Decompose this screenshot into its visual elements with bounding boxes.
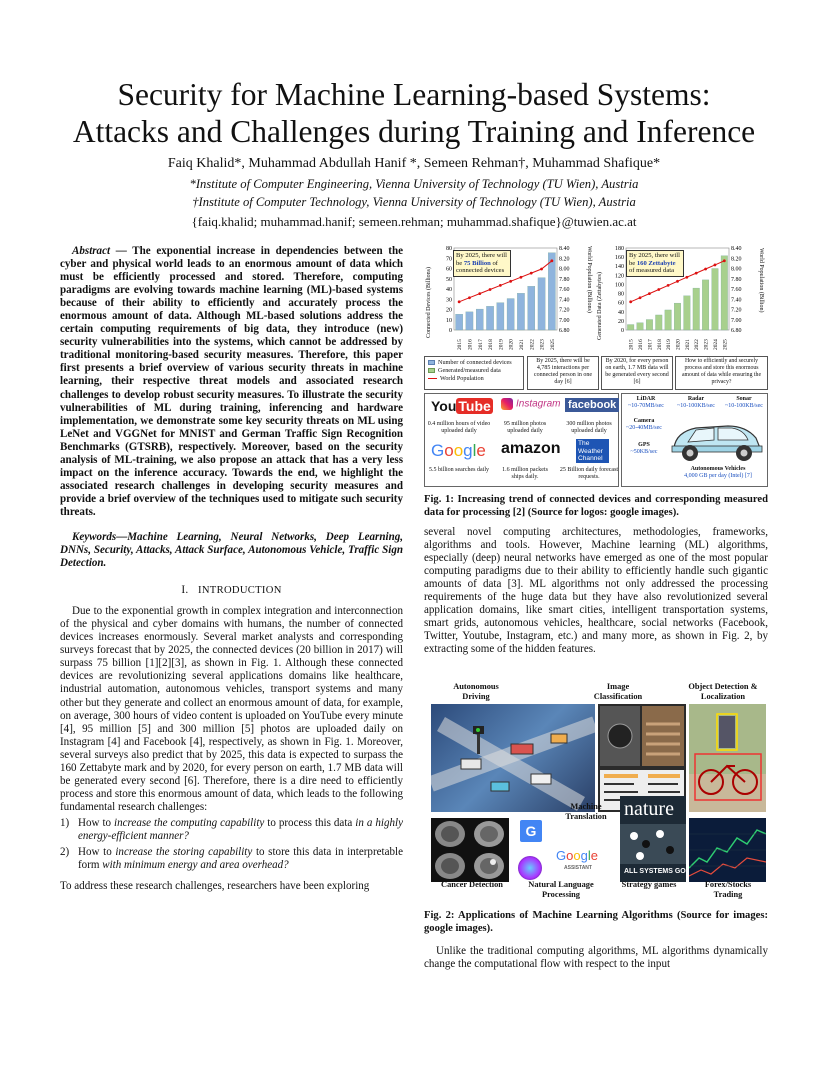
logo-text: Channel [578,455,603,463]
list-emph: increase the computing capability [114,816,265,829]
y2-tick-label: 7.40 [559,297,570,304]
y2-tick-label: 8.00 [559,266,570,273]
affiliation-2: †Institute of Computer Technology, Vienna University of Technology (TU Wien), Austria [192,195,636,209]
instagram-stat: 95 million photos uploaded daily [503,421,547,434]
y2-tick-label: 8.20 [731,256,742,263]
x-tick-label: 2022 [529,339,536,350]
bar [507,299,514,330]
radar-info [674,396,718,410]
bar [627,325,634,330]
x-tick-label: 2025 [722,339,729,350]
bar [548,253,555,330]
bar [528,286,535,330]
y-tick-label: 60 [446,266,452,273]
x-tick-label: 2018 [488,339,495,350]
y2-tick-label: 8.20 [559,256,570,263]
label-object-detection: Object Detection & Localization [688,682,758,701]
go-board-icon [620,824,686,864]
y2-tick-label: 8.00 [731,266,742,273]
av-summary [668,466,768,480]
population-point [639,296,642,299]
google-stat: 5.5 billion searches daily [429,467,489,473]
x-tick-label: 2019 [666,339,673,350]
right-annotation [626,250,684,277]
logo-text: You [431,398,457,414]
bar [721,256,728,330]
sensor-rate: ~10-100KB/sec [677,403,715,409]
population-point [468,296,471,299]
autonomous-vehicle-box [621,393,768,487]
bar [538,278,545,330]
population-point [520,276,523,279]
y2-tick-label: 7.00 [559,317,570,324]
stock-chart-icon [689,818,766,882]
x-tick-label: 2016 [467,339,474,350]
population-point [667,284,670,287]
bar [637,323,644,330]
x-tick-label: 2021 [684,339,691,350]
x-tick-label: 2024 [712,339,719,350]
annotation-text: be [629,259,637,267]
y2-tick-label: 8.40 [731,246,742,252]
affiliation-1: *Institute of Computer Engineering, Vienna University of Technology (TU Wien), Austria [189,177,639,191]
brain-scan-icon [431,818,509,882]
author-emails: {faiq.khalid; muhammad.hanif; semeen.rehman; muhammad.shafique}@tuwien.ac.at [191,214,637,229]
assistant-label: ASSISTANT [564,865,592,871]
population-point [540,268,543,271]
y-tick-label: 180 [615,246,624,252]
list-number: 2) [60,846,70,859]
bar [517,293,524,330]
y-tick-label: 120 [615,273,624,280]
logo-text: The [578,440,590,447]
label-image-classification: Image Classification [593,682,643,701]
right-column-text [424,526,768,656]
annotation-highlight: 75 Billion [463,259,491,267]
list-text: to store this data in interpretable form [78,846,403,872]
label-cancer-detection: Cancer Detection [441,880,503,889]
list-item [60,817,403,843]
y2-axis-label: World Population (Billion) [758,248,764,313]
list-emph: in a highly energy-efficient manner? [78,816,403,842]
y2-tick-label: 7.80 [731,276,742,283]
sensor-rate: ~50KB/sec [630,449,658,455]
y-axis-label: Connected Devices (Billions) [426,267,432,338]
legend-item-devices [428,359,520,367]
car-icon [666,418,766,464]
figure-1 [424,242,768,487]
nature-subtitle: ALL SYSTEMS GO [624,868,686,875]
y2-tick-label: 7.40 [731,297,742,304]
y-tick-label: 60 [618,300,624,307]
x-tick-label: 2023 [703,339,710,350]
x-tick-label: 2020 [508,339,515,350]
bar [712,269,719,331]
y-tick-label: 20 [618,318,624,325]
instagram-logo [501,398,560,410]
sensor-name: LiDAR [636,396,656,402]
right-paragraph-1: several novel computing architectures, methodologies, frameworks, algorithms and tools. However, Machine learning (ML) algorithms, especially (deep) neural networks have emerged as one of the most popular computing paradigms due to their ability to efficiently handle such gigantic amounts of data [3]. ML algorithms not only addressed the processing requirements of the huge data but they have also revolutionized several application domains, like smart cities, intelligent transportation systems, smart grids, autonomous vehicles, healthcare, social networks (Facebook, Twitter, Youtube, Instagram, etc.) and many more, as shown in Fig. 2, by extracting some of the hidden features. [424,526,768,656]
population-point [676,280,679,283]
facebook-logo: facebook [565,398,619,412]
list-number: 1) [60,816,70,829]
label-forex-trading: Forex/Stocks Trading [704,880,752,899]
x-tick-label: 2017 [647,339,654,350]
right-paragraph-2: Unlike the traditional computing algorithms, ML algorithms dynamically change the computational flow with respect to the input [424,945,768,971]
list-text: How to [78,816,115,829]
paper-title [40,76,788,150]
y-tick-label: 0 [621,328,624,334]
legend-label: Number of connected devices [438,359,512,366]
google-logo [431,441,486,461]
bar [466,312,473,330]
x-tick-label: 2015 [628,339,635,350]
info-box-interactions: By 2025, there will be 4,785 interactions per connected person in one day [6] [527,356,599,390]
title-line-1: Security for Machine Learning-based Systems: [117,77,711,112]
x-tick-label: 2021 [518,339,525,350]
legend-swatch [428,378,437,379]
population-point [489,288,492,291]
camera-info [624,418,664,432]
y-tick-label: 40 [446,287,452,293]
weather-channel-logo [576,439,609,463]
title-line-2: Attacks and Challenges during Training and Inference [72,114,756,149]
population-point [723,259,726,262]
sensor-name: Sonar [736,396,752,402]
legend-item-population [428,375,520,383]
av-title: Autonomous Vehicles [690,466,746,472]
strategy-games-image [620,796,686,882]
annotation-line: of measured data [629,267,675,275]
info-box-question: How to efficiently and securely process and store this enormous amount of data while ensuring the privacy? [675,356,768,390]
y2-tick-label: 6.80 [731,328,742,334]
weather-stat: 25 Billion daily forecast requests. [559,467,619,480]
forex-trading-image [689,818,766,882]
logo-text: Tube [458,398,491,414]
y-axis-label: Generated Data (Zettabytes) [597,272,603,340]
instagram-icon [501,398,513,410]
y2-tick-label: 8.40 [559,246,570,252]
intro-paragraph-2: To address these research challenges, researchers have been exploring [60,880,370,893]
google-assistant-logo [556,848,598,863]
legend-swatch [428,368,435,373]
y2-tick-label: 7.20 [731,307,742,314]
left-annotation [453,250,511,277]
right-column-bottom [424,945,768,971]
bar [693,288,700,330]
label-strategy-games: Strategy games [621,880,677,889]
list-text: How to [78,846,116,859]
section-number: I. [181,584,189,597]
bar [702,280,709,330]
x-tick-label: 2018 [656,339,663,350]
population-point [478,292,481,295]
youtube-logo [431,398,493,414]
amazon-stat: 1.6 million packets ships daily. [502,467,548,480]
x-tick-label: 2015 [457,339,464,350]
y-tick-label: 20 [446,307,452,314]
abstract-text: — The exponential increase in dependencies between the cyber and physical world leads to an enormous amount of data which must be efficiently processed and stored. Therefore, computing paradigms are evolving towards machine learning (ML)-based systems because of their ability to efficiently and accurately process the enormous amount of data. Although ML-based solutions address the certain computing requirements of big data, they introduce (new) security vulnerabilities into the systems, which cannot be addressed by traditional monitoring-based security measures. Therefore, this paper first presents a brief overview of various security threats in machine learning, their respective threat models and associated research challenges to develop robust security measures. To illustrate the security vulnerabilities of ML during training, inferencing and hardware implementation, we demonstrate some key security threats on ML using LeNet and VGGNet for MNIST and German Traffic Sign Recognition Benchmarks (GTSRB), respectively. Moreover, based on the security analysis of ML-training, we also propose an attack that has a very less impact on the inference accuracy. Towards the end, we highlight the associated research challenges in developing security measures and provide a brief overview of the techniques used to mitigate such security threats. [60,245,403,518]
bar [665,310,672,330]
bar [646,320,653,330]
sonar-info [722,396,766,410]
y-tick-label: 160 [615,255,624,262]
autonomous-driving-image [431,704,595,812]
section-title: INTRODUCTION [198,585,282,597]
y-tick-label: 80 [446,246,452,252]
siri-icon [518,856,542,880]
y2-tick-label: 7.60 [559,287,570,293]
population-point [629,300,632,303]
cancer-detection-image [431,818,509,882]
youtube-stat: 0.4 million hours of video uploaded daily [427,421,491,434]
detection-boxes-icon [689,704,766,812]
population-point [499,284,502,287]
data-sources-box [424,393,619,487]
y2-tick-label: 7.80 [559,276,570,283]
population-point [695,272,698,275]
nature-logo: nature [624,798,674,820]
y-tick-label: 80 [618,291,624,298]
y2-tick-label: 7.00 [731,317,742,324]
annotation-line: By 2025, there will [456,252,507,259]
translate-icon: G [520,820,542,842]
logo-text: Google [431,441,486,460]
legend-label: World Population [440,375,484,382]
list-emph: with minimum energy and area overhead? [102,859,289,872]
av-total: 4,000 GB per day (Intel) [7] [684,473,752,479]
chart-generated-data [596,242,768,352]
annotation-line: connected devices [456,267,505,275]
bar [655,315,662,330]
keywords: Keywords—Machine Learning, Neural Networks, Deep Learning, DNNs, Security, Attacks, Attack Surface, Autonomous Vehicle, Traffic Sign Detection. [60,530,403,570]
sensor-rate: ~10-100KB/sec [725,403,763,409]
intro-paragraph-1: Due to the exponential growth in complex integration and interconnection of the physical and cyber domains with humans, the number of connected devices increases enormously. Several market analysts and corresponding surveys forecast that by 2025, the connected devices (20 billion in 2017) will surpass 75 billion [1][2][3], as shown in Fig. 1. Although these connected devices are revolutionizing several applications domains like healthcare, industrial automation, autonomous vehicles, transport systems and many other but they generate and collect an enormous amount of data, for example, on average, 300 hours of video content is uploaded on YouTube every minute [4], 95 million [5] and 300 million [5] photos are uploaded daily on Instagram [4] and Facebook [4], respectively, as shown in Fig. 1. Moreover, several surveys also predict that by 2025, this data is expected to surpass the 160 Zettabyte mark and by 2020, for every person on earth, 1.7 MB data will be generated every second [6]. Therefore, there is a dire need to efficiently process and store this enormous amount of data, which leads to the following fundamental research challenges: [60,605,403,813]
population-point [704,268,707,271]
info-box-data-rate: By 2020, for every person on earth, 1.7 MB data will be generated every second [6] [601,356,673,390]
figure-2-caption: Fig. 2: Applications of Machine Learning Algorithms (Source for images: google images). [424,910,768,934]
left-column [60,245,403,893]
list-text: to process this data [264,816,356,829]
sensor-name: Radar [687,396,705,402]
y2-tick-label: 6.80 [559,328,570,334]
chart-connected-devices [424,242,596,352]
logo-text: Weather [578,447,603,455]
annotation-line: By 2025, there will [629,252,680,259]
list-emph: increase the storing capability [115,846,253,859]
figure-2 [424,682,768,904]
sensor-rate: ~10-70MB/sec [628,403,664,409]
label-machine-translation: Machine Translation [565,802,607,821]
population-point [657,288,660,291]
population-point [648,292,651,295]
y2-axis-label: World Population (Billions) [586,246,592,313]
annotation-text: of [490,259,498,267]
population-point [714,264,717,267]
population-point [458,300,461,303]
population-point [530,272,533,275]
bar [486,306,493,330]
amazon-logo: amazon [501,440,561,457]
y2-tick-label: 7.60 [731,287,742,293]
sensor-name: Camera [633,418,655,424]
bar [684,296,691,330]
x-tick-label: 2022 [694,339,701,350]
bar [456,314,463,330]
y-tick-label: 40 [618,309,624,316]
label-autonomous-driving: Autonomous Driving [453,682,499,701]
annotation-text: be [456,259,464,267]
x-tick-label: 2025 [549,339,556,350]
population-point [509,280,512,283]
legend-swatch [428,360,435,365]
section-heading [60,584,403,597]
gps-info [624,442,664,456]
x-tick-label: 2016 [638,339,645,350]
bar [674,303,681,330]
population-point [685,276,688,279]
y-tick-label: 10 [446,317,452,324]
y-tick-label: 70 [446,256,452,263]
abstract-label: Abstract [72,245,111,257]
lidar-info [626,396,666,410]
abstract [60,245,403,519]
y-tick-label: 0 [449,328,452,334]
annotation-highlight: 160 Zettabyte [636,259,676,267]
nlp-image [512,818,600,882]
y-tick-label: 50 [446,276,452,283]
legend-item-data [428,367,520,375]
x-tick-label: 2023 [539,339,546,350]
figure-1-caption: Fig. 1: Increasing trend of connected devices and corresponding measured data for processing [2] (Source for logos: google images). [424,494,768,518]
traffic-scene-icon [431,704,595,812]
sensor-rate: ~20-40MB/sec [626,425,662,431]
bar [476,309,483,330]
bar [497,303,504,330]
y-tick-label: 30 [446,297,452,304]
x-tick-label: 2017 [477,339,484,350]
facebook-stat: 300 million photos uploaded daily [566,421,612,434]
y2-tick-label: 7.20 [559,307,570,314]
logo-text: Instagram [516,398,561,410]
y-tick-label: 100 [615,282,624,289]
label-nlp: Natural Language Processing [528,880,594,899]
population-point [550,259,553,262]
chart-legend [424,356,524,390]
y-tick-label: 140 [615,264,624,271]
sensor-name: GPS [638,442,650,448]
list-item [60,846,403,872]
logo-text: Google [556,848,598,863]
authors: Faiq Khalid*, Muhammad Abdullah Hanif *, Semeen Rehman†, Muhammad Shafique* [167,156,661,171]
x-tick-label: 2020 [675,339,682,350]
object-detection-image [689,704,766,812]
x-tick-label: 2019 [498,339,505,350]
legend-label: Generated/measured data [438,367,501,374]
